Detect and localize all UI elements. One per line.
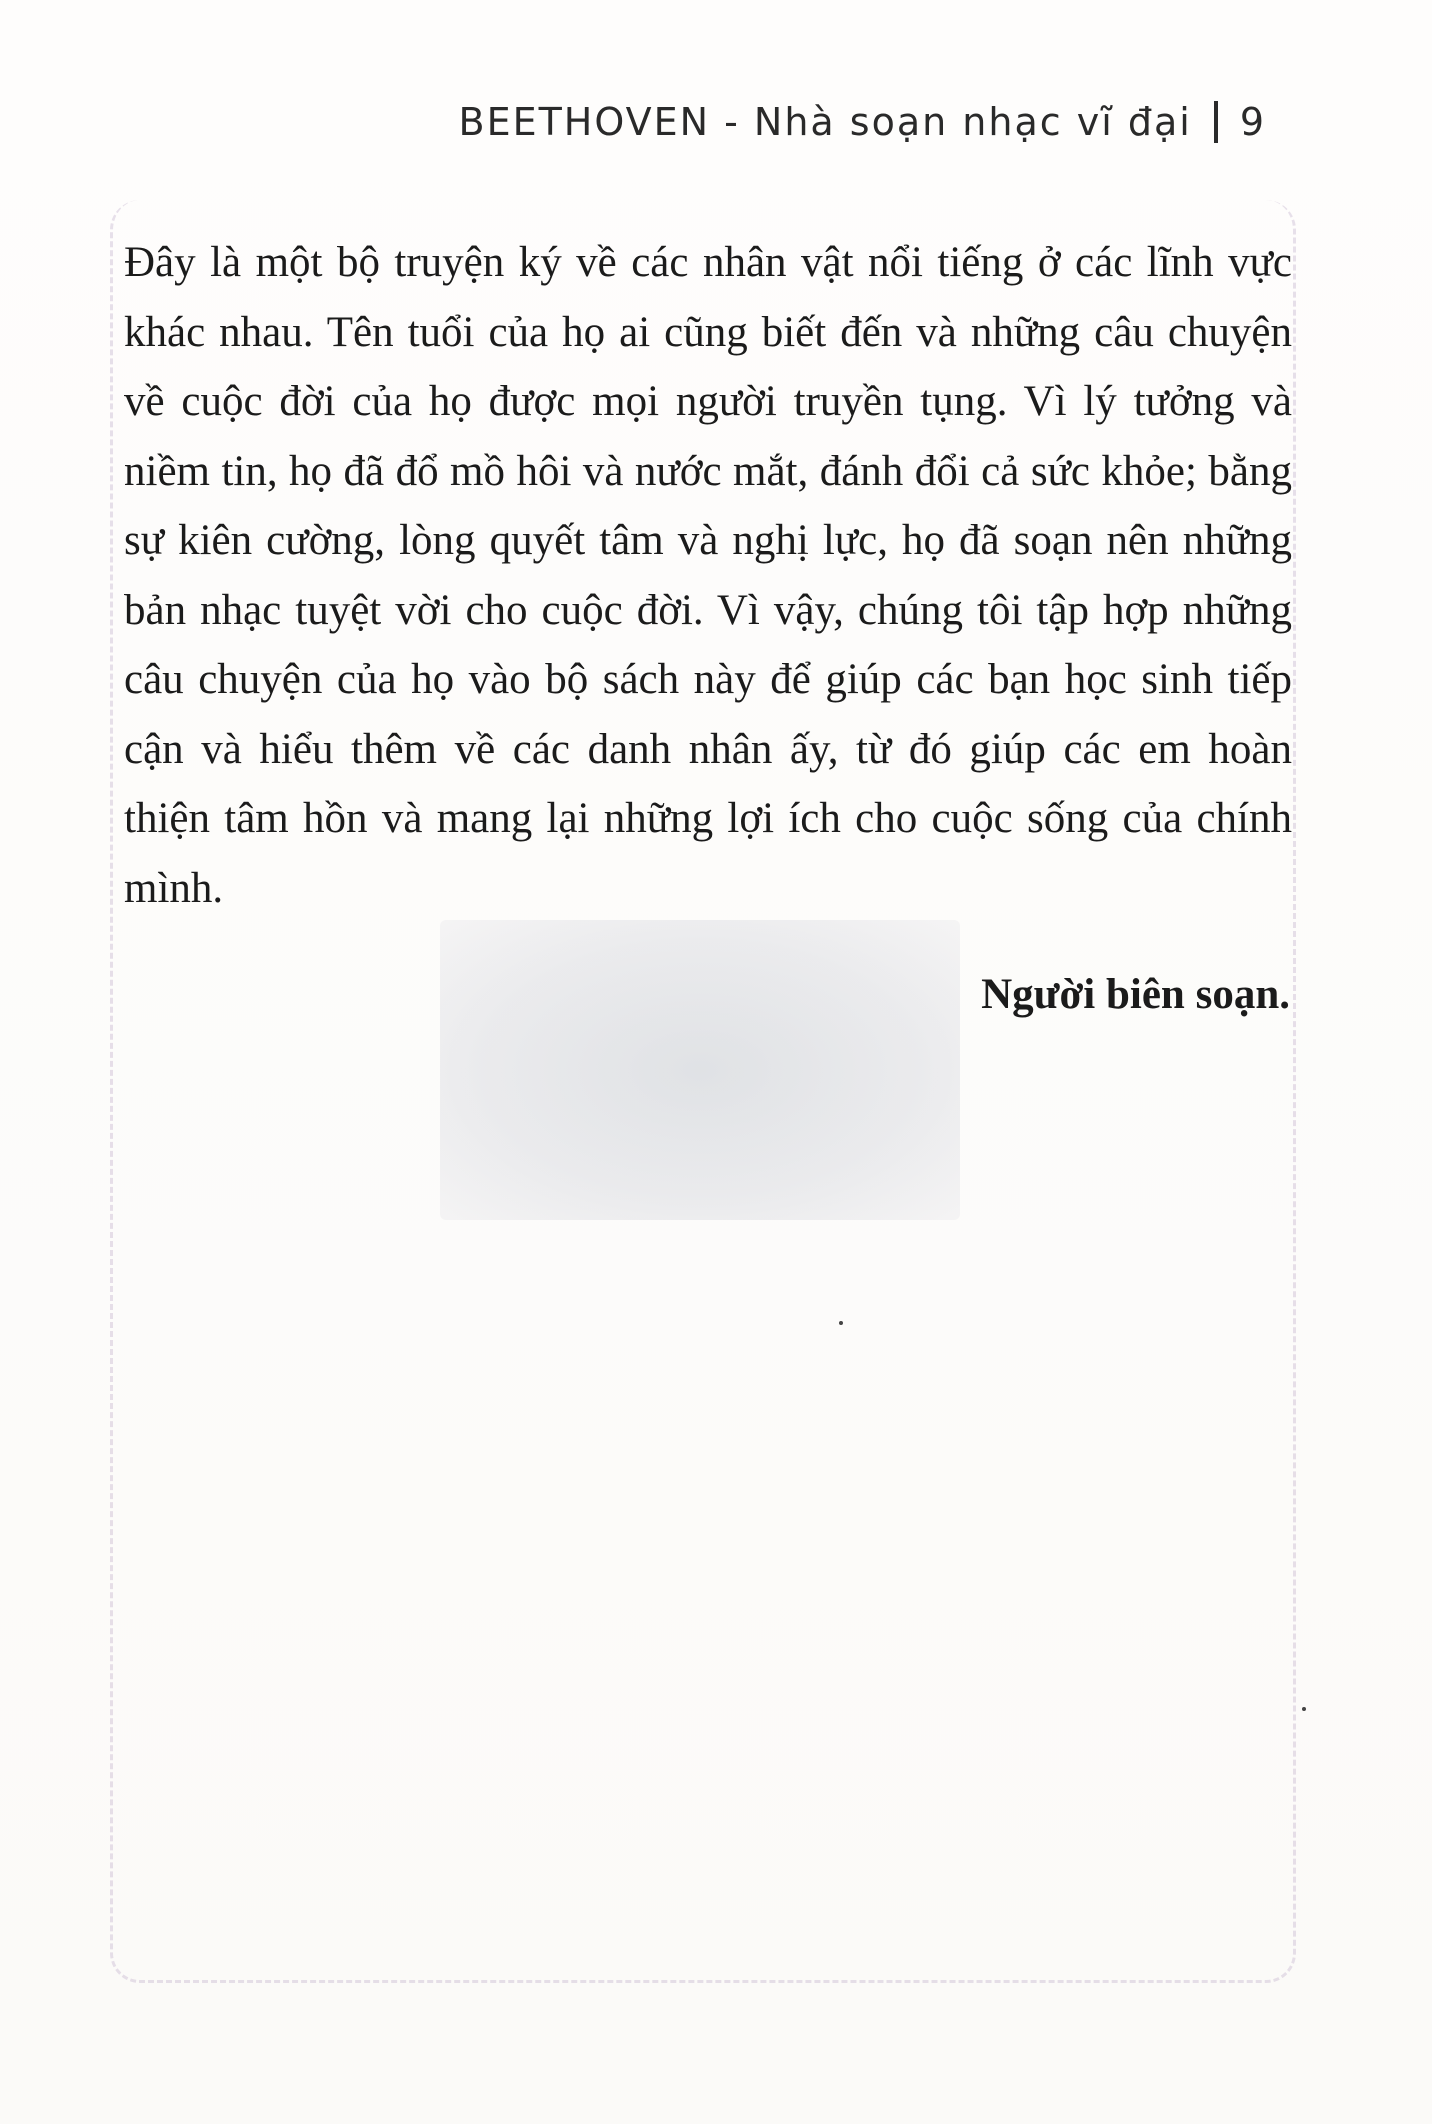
foreword-paragraph: Đây là một bộ truyện ký về các nhân vật nổi tiếng ở các lĩnh vực khác nhau. Tên tuổi của họ ai cũng biết đến và những câu chuyện về cuộc đời của họ được mọi người truyền tụng. Vì lý tưởng và niềm tin, họ đã đổ mồ hôi và nước mắt, đánh đổi cả sức khỏe; bằng sự kiên cường, lòng quyết tâm và nghị lực, họ đã soạn nên những bản nhạc tuyệt vời cho cuộc đời. Vì vậy, chúng tôi tập hợp những câu chuyện của họ vào bộ sách này để giúp các bạn học sinh tiếp cận và hiểu thêm về các danh nhân ấy, từ đó giúp các em hoàn thiện tâm hồn và mang lại những lợi ích cho cuộc sống của chính mình. [124, 239, 1292, 912]
author-signature: Người biên soạn. [981, 971, 1290, 1018]
header-separator [1214, 101, 1218, 143]
running-header-title: BEETHOVEN - Nhà soạn nhạc vĩ đại [458, 100, 1192, 144]
print-speck [839, 1321, 843, 1325]
print-speck [1302, 1707, 1306, 1711]
reverse-page-image-bleed-through [440, 920, 960, 1220]
running-header [459, 100, 1267, 144]
page-number: 9 [1239, 100, 1266, 144]
